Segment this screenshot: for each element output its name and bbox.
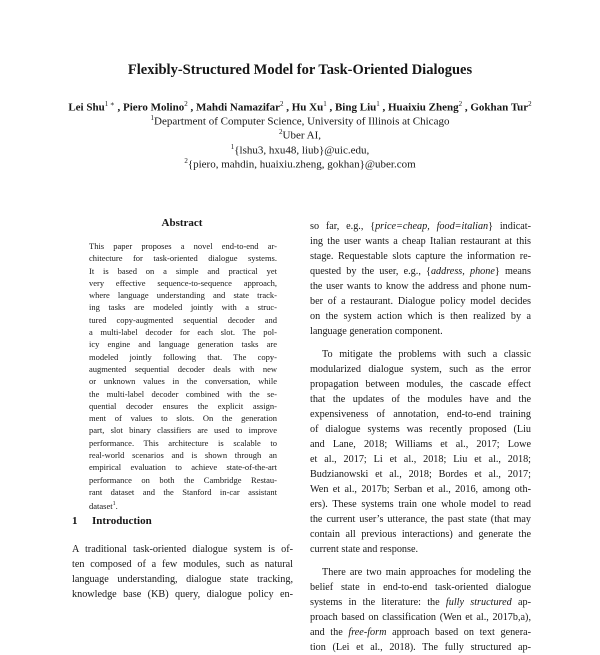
section-number: 1 xyxy=(72,515,78,527)
footnote-mark: 1 xyxy=(112,501,116,508)
body-text: so far, e.g., { xyxy=(310,221,376,232)
author-name: Gokhan Tur xyxy=(470,101,529,114)
author-name: Bing Liu xyxy=(334,101,377,114)
author-sup: 2 xyxy=(184,100,188,108)
affiliation-sup: 2 xyxy=(184,157,188,165)
body-line: stage. Requestable slots capture the information re- xyxy=(310,251,531,262)
author-sup: 1 ∗ xyxy=(104,100,115,108)
abstract-line: augmented sequential decoder deals with new xyxy=(89,363,277,374)
body-line: tion (Lei et al., 2018). The fully structured ap- xyxy=(310,642,531,653)
abstract-line: a multi-label decoder for each slot. The pol- xyxy=(89,327,277,338)
affiliation xyxy=(0,128,600,142)
body-line: ber of a restaurant. Dialogue policy model decides xyxy=(310,296,531,307)
body-text: quested by the user, e.g., { xyxy=(310,266,431,277)
abstract-line: real-world scenarios and is shown through an xyxy=(89,450,277,461)
body-line: ing the user wants a cheap Italian restaurant at this xyxy=(310,236,531,247)
affiliation-text: Department of Computer Science, University of Illinois at Chicago xyxy=(154,115,450,128)
example-text: address, phone xyxy=(430,266,495,277)
affiliation-sup: 1 xyxy=(230,143,235,151)
abstract-line: empirical evaluation to achieve state-of-the-art xyxy=(89,462,277,473)
body-line: expensiveness of annotation, end-to-end training xyxy=(310,409,531,420)
abstract-line: where language understanding and state track- xyxy=(89,290,277,301)
body-line: ers). These systems train one whole model to read xyxy=(310,499,531,510)
abstract-line: very effective sequence-to-sequence approach, xyxy=(89,277,277,288)
author-name: Mahdi Namazifar xyxy=(195,101,280,114)
body-line: propagation between modules, the cascade effect xyxy=(310,379,531,390)
right-column-body xyxy=(310,219,531,655)
body-line: proach based on classification (Wen et al., 2017b,a), xyxy=(310,612,531,623)
section-title: Introduction xyxy=(92,515,152,527)
body-line: current state and response. xyxy=(310,544,419,555)
body-line: of dialogue systems was recently proposed (Liu xyxy=(310,424,531,435)
body-line: There are two main approaches for modeling the xyxy=(322,567,531,578)
body-line: modularized dialogue system, such as the error xyxy=(310,364,531,375)
body-line xyxy=(310,625,531,640)
author-sup: 1 xyxy=(323,100,327,108)
abstract-line: ing tasks are modeled jointly with a struc- xyxy=(89,302,277,313)
body-text: } indicat- xyxy=(488,221,531,232)
email-text: {lshu3, hxu48, liub}@uic.edu, xyxy=(234,144,370,157)
body-line xyxy=(310,264,531,279)
emphasis-text: free-form xyxy=(348,627,387,638)
abstract-line: performance on both the Cambridge Restau- xyxy=(89,474,277,485)
section-heading-introduction xyxy=(72,515,152,527)
abstract-line xyxy=(89,498,277,510)
body-line: A traditional task-oriented dialogue system is of- xyxy=(72,544,293,555)
body-line: on the system action which is then realized by a xyxy=(310,311,531,322)
author-list: Lei Shu$^{1 ∗}$ , Piero Molino$^2$ , Mahdi Namazifar$^2$ , Hu Xu$^1$ , Bing Liu$^1$ , Huaixiu Zheng$^2$ , Gokhan Tur$^2$ xyxy=(68,100,532,114)
author-sup: 2 xyxy=(528,100,532,108)
abstract-line: ment of values to slots. On the generation xyxy=(89,413,277,424)
body-line: knowledge base (KB) query, dialogue policy en- xyxy=(72,589,293,600)
introduction-body xyxy=(72,542,293,602)
affiliation-sup: 1 xyxy=(150,114,155,122)
emphasis-text: fully structured xyxy=(445,597,512,608)
body-text: systems in the literature: the xyxy=(310,597,446,608)
abstract-line: performance. This architecture is scalable to xyxy=(89,437,277,448)
body-line: contain all previous interactions) and generate the xyxy=(310,529,531,540)
affiliation-text: Uber AI, xyxy=(282,129,321,142)
body-line xyxy=(310,219,531,234)
body-line: language understanding, dialogue state tracking, xyxy=(72,574,293,585)
abstract-heading: Abstract xyxy=(161,217,203,229)
body-line: To mitigate the problems with such a classic xyxy=(322,349,531,360)
body-line: the user wants to know the address and phone num- xyxy=(310,281,531,292)
abstract-line: icy engine and language generation tasks are xyxy=(89,339,277,350)
abstract-last-text: dataset xyxy=(89,501,113,511)
affiliation xyxy=(0,114,600,128)
author-name: Lei Shu xyxy=(68,101,105,114)
author-name: Piero Molino xyxy=(122,101,185,114)
body-line: ten composed of a few modules, such as natural xyxy=(72,559,293,570)
body-line: Budzianowski et al., 2018; Bordes et al., 2017; xyxy=(310,469,531,480)
abstract-line: modeled jointly following that. The copy- xyxy=(89,351,277,362)
abstract-line: rant dataset and the Stanford in-car assistant xyxy=(89,486,277,497)
body-line xyxy=(310,595,531,610)
abstract-line: tured copy-augmented sequential decoder and xyxy=(89,314,277,325)
body-line: et al., 2017; Li et al., 2018; Liu et al., 2018; xyxy=(310,454,531,465)
author-sup: 2 xyxy=(458,100,463,108)
abstract-body xyxy=(89,240,277,511)
body-text: ap- xyxy=(518,597,531,608)
example-text: price=cheap, food=italian xyxy=(375,221,489,232)
email-text: {piero, mahdin, huaixiu.zheng, gokhan}@uber.com xyxy=(187,158,416,171)
paper-title: Flexibly-Structured Model for Task-Oriented Dialogues xyxy=(127,62,473,78)
abstract-line: chitecture for task-oriented dialogue systems. xyxy=(89,253,277,264)
body-text: and the xyxy=(310,627,349,638)
affiliation-sup: 2 xyxy=(279,128,283,136)
body-text: } means xyxy=(494,266,531,277)
abstract-line: This paper proposes a novel end-to-end ar- xyxy=(89,241,277,251)
body-line: belief state in end-to-end task-oriented dialogue xyxy=(310,582,531,593)
author-email xyxy=(0,143,600,157)
body-line: the current user’s utterance, the past state (that may xyxy=(310,514,531,525)
author-sup: 1 xyxy=(376,100,380,108)
body-line: language generation component. xyxy=(310,326,443,337)
body-line: Wen et al., 2017b; Serban et al., 2016, among oth- xyxy=(310,484,531,495)
body-line: and Lane, 2018; Williams et al., 2017; Lowe xyxy=(310,439,531,450)
abstract-last-suffix: . xyxy=(115,501,118,511)
author-name: Hu Xu xyxy=(291,101,324,114)
author-name: Huaixiu Zheng xyxy=(388,101,459,114)
abstract-line: or unknown values in the conversation, while xyxy=(89,376,277,387)
author-sup: 2 xyxy=(279,100,284,108)
abstract-line: quential decoder ensures the explicit assign- xyxy=(89,400,277,411)
author-email xyxy=(0,157,600,171)
abstract-line: part, slot binary classifiers are used to improve xyxy=(89,425,277,436)
body-text: approach based on text genera- xyxy=(392,627,531,638)
abstract-line: It is based on a simple and practical yet xyxy=(89,265,277,276)
abstract-line: the multi-label decoder combined with the se- xyxy=(89,388,277,399)
body-line: that the updates of the modules have and the xyxy=(310,394,531,405)
